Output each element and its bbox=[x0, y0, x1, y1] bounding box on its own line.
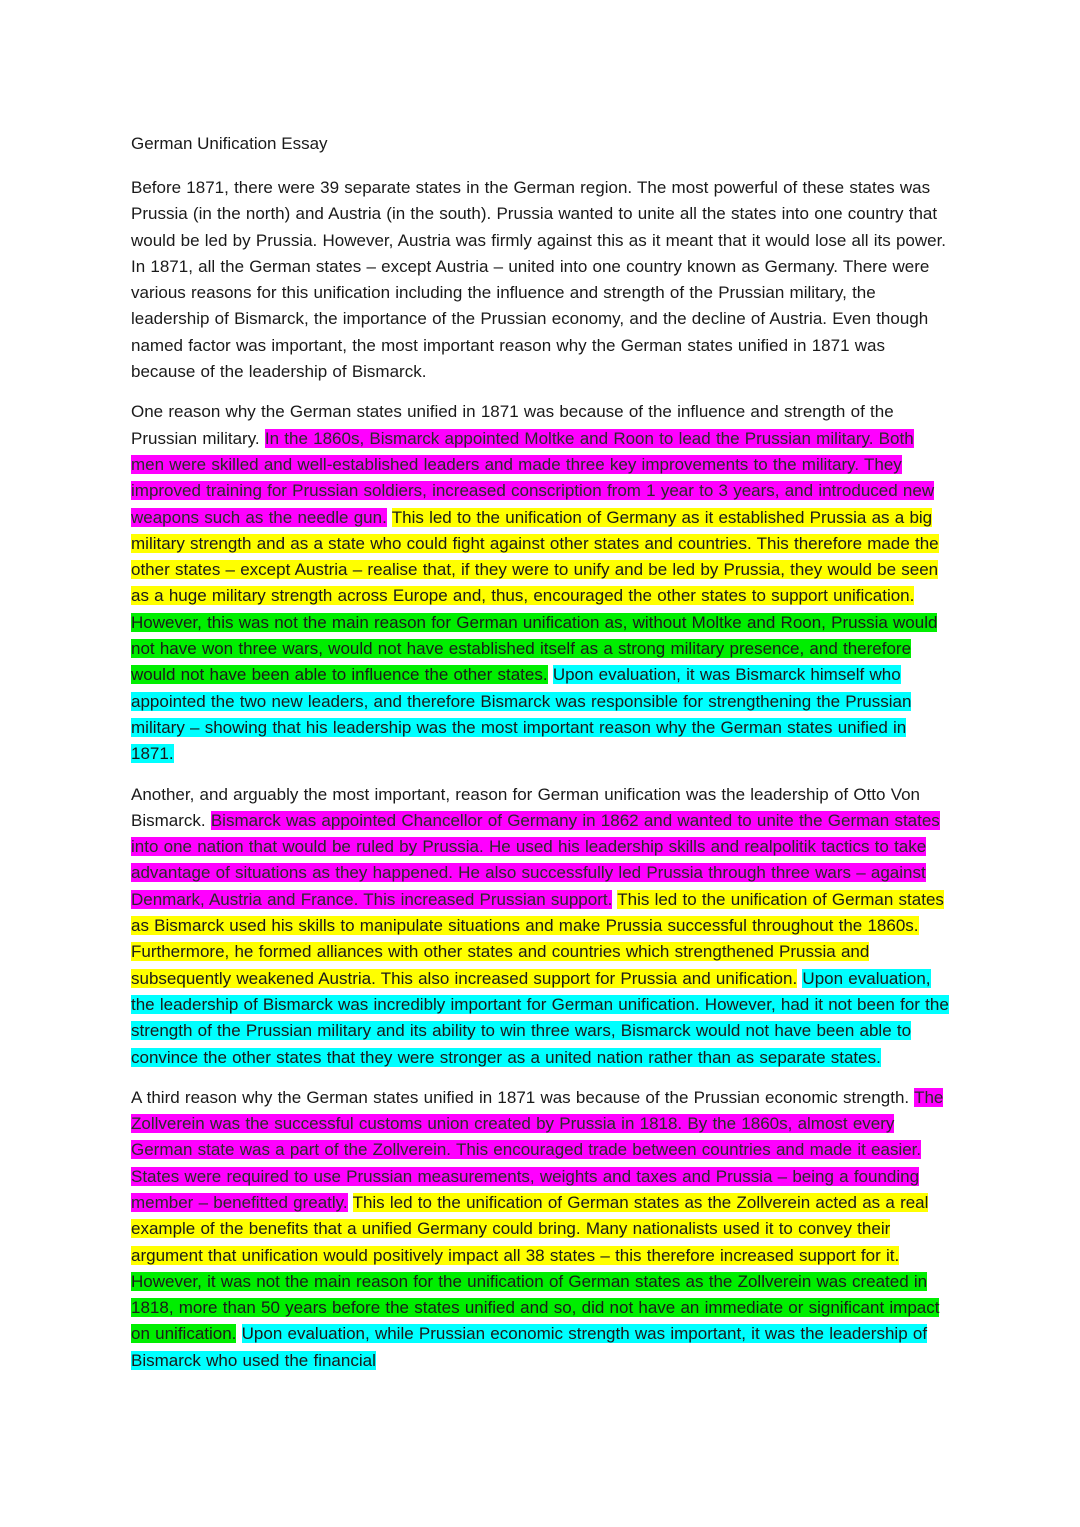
plain-text: A third reason why the German states unified in 1871 was because of the Prussian economic strength. bbox=[131, 1087, 915, 1107]
highlight-explanation: This led to the unification of Germany as it established Prussia as a big military strength and as a state who could fight against other states and countries. This therefore made the other states – except Austria – realise that, if they were to unify and be led by Prussia, they would be seen as a huge military strength across Europe and, thus, encouraged the other states to support unification. bbox=[131, 507, 939, 606]
essay-paragraph bbox=[131, 782, 951, 1071]
plain-text: Another, and arguably the most important, reason for German unification was the leadership of Otto Von Bismarck. bbox=[131, 784, 921, 830]
highlight-counterargument: However, this was not the main reason for German unification as, without Moltke and Roon, Prussia would not have won three wars, would not have established itself as a strong military presence, and therefore would not have been able to influence the other states. bbox=[131, 612, 938, 685]
essay-paragraph bbox=[131, 175, 951, 385]
essay-paragraph bbox=[131, 1085, 951, 1374]
essay-title: German Unification Essay bbox=[131, 134, 328, 153]
highlight-evaluation: Upon evaluation, while Prussian economic strength was important, it was the leadership of Bismarck who used the financial bbox=[131, 1324, 928, 1370]
highlight-counterargument: However, it was not the main reason for the unification of German states as the Zollverein was created in 1818, more than 50 years before the states unified and so, did not have an immediate or significant impact on unification. bbox=[131, 1271, 940, 1344]
essay-paragraph bbox=[131, 399, 951, 767]
plain-text bbox=[236, 1324, 241, 1343]
highlight-point: The Zollverein was the successful customs union created by Prussia in 1818. By the 1860s, almost every German state was a part of the Zollverein. This encouraged trade between countries and made it easier. States were required to use Prussian measurements, weights and taxes and Prussia – being a founding member – benefitted greatly. bbox=[131, 1087, 944, 1212]
plain-text bbox=[387, 508, 392, 527]
highlight-explanation: This led to the unification of German states as the Zollverein acted as a real example of the benefits that a unified Germany could bring. Many nationalists used it to convey their argument that unification would positively impact all 38 states – this therefore increased support for it. bbox=[131, 1192, 929, 1265]
plain-text: Before 1871, there were 39 separate states in the German region. The most powerful of these states was Prussia (in the north) and Austria (in the south). Prussia wanted to unite all the states into one country that would be led by Prussia. However, Austria was firmly against this as it meant that it would lose all its power. In 1871, all the German states – except Austria – united into one country known as Germany. There were various reasons for this unification including the influence and strength of the Prussian military, the leadership of Bismarck, the importance of the Prussian economy, and the decline of Austria. Even though named factor was important, the most important reason why the German states unified in 1871 was because of the leadership of Bismarck. bbox=[131, 178, 947, 382]
highlight-evaluation: Upon evaluation, the leadership of Bismarck was incredibly important for German unification. However, had it not been for the strength of the Prussian military and its ability to win three wars, Bismarck would not have been able to convince the other states that they were stronger as a united nation rather than as separate states. bbox=[131, 968, 949, 1067]
plain-text: One reason why the German states unified in 1871 was because of the influence and strength of the Prussian military. bbox=[131, 402, 894, 448]
highlight-point: In the 1860s, Bismarck appointed Moltke and Roon to lead the Prussian military. Both men were skilled and well-established leaders and made three key improvements to the military. They improved training for Prussian soldiers, increased conscription from 1 year to 3 years, and introduced new weapons such as the needle gun. bbox=[131, 428, 935, 527]
highlight-evaluation: Upon evaluation, it was Bismarck himself who appointed the two new leaders, and therefore Bismarck was responsible for strengthening the Prussian military – showing that his leadership was the most important reason why the German states unified in 1871. bbox=[131, 665, 912, 764]
plain-text bbox=[348, 1193, 353, 1212]
essay-body bbox=[131, 131, 951, 1388]
essay-paragraphs bbox=[131, 175, 951, 1374]
highlight-point: Bismarck was appointed Chancellor of Germany in 1862 and wanted to unite the German states into one nation that would be ruled by Prussia. He used his leadership skills and realpolitik tactics to take advantage of situations as they happened. He also successfully led Prussia through three wars – against Denmark, Austria and France. This increased Prussian support. bbox=[131, 810, 940, 909]
highlight-explanation: This led to the unification of German states as Bismarck used his skills to manipulate situations and make Prussia successful throughout the 1860s. Furthermore, he formed alliances with other states and countries which strengthened Prussia and subsequently weakened Austria. This also increased support for Prussia and unification. bbox=[131, 889, 944, 988]
